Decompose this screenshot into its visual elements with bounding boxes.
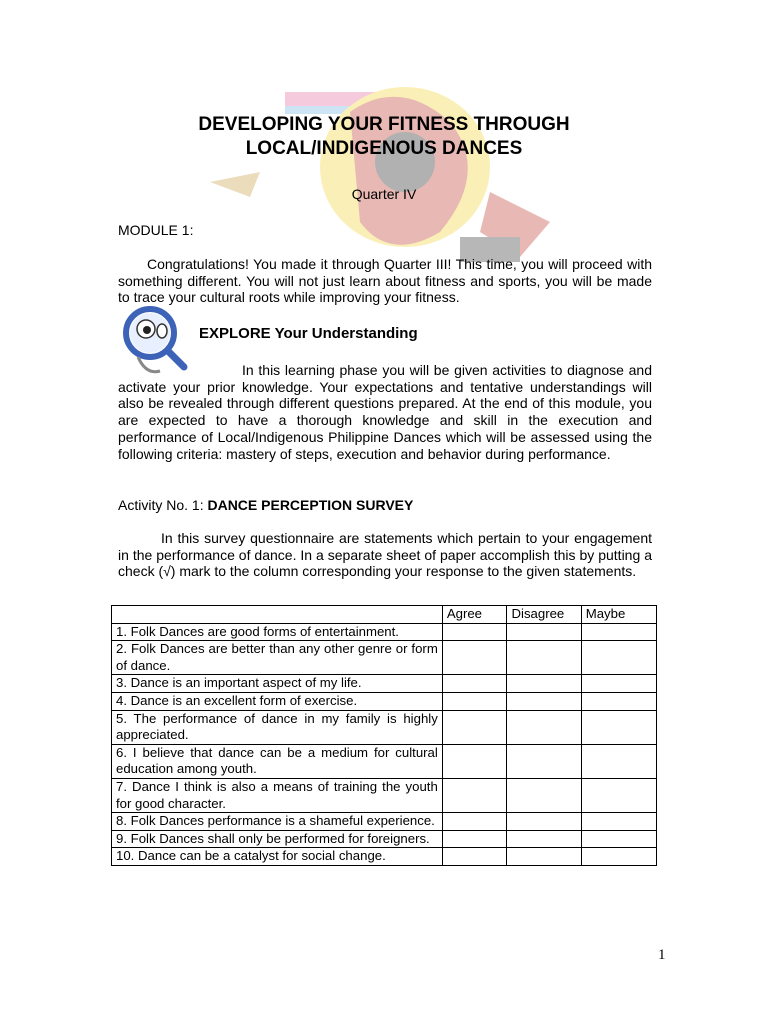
page-title [0,113,768,161]
statement-cell: 3. Dance is an important aspect of my life. [112,675,443,693]
survey-instructions-text: In this survey questionnaire are statements which pertain to your engagement in the performance of dance. In a separate sheet of paper accomplish this by putting a check (√) mark to the column corresponding your response to the given statements. [118,530,652,580]
quarter-label: Quarter IV [351,186,417,202]
table-row [112,641,657,675]
disagree-cell[interactable] [507,848,581,866]
table-row [112,623,657,641]
disagree-cell[interactable] [507,744,581,778]
statement-cell: 8. Folk Dances performance is a shameful experience. [112,813,443,831]
explore-paragraph [118,362,652,462]
header-maybe: Maybe [581,606,656,624]
table-row [112,848,657,866]
disagree-cell[interactable] [507,710,581,744]
disagree-cell[interactable] [507,623,581,641]
header-statement [112,606,443,624]
survey-instructions [118,530,652,580]
explore-heading: EXPLORE Your Understanding [199,325,418,342]
agree-cell[interactable] [442,623,507,641]
disagree-cell[interactable] [507,641,581,675]
maybe-cell[interactable] [581,778,656,812]
disagree-cell[interactable] [507,692,581,710]
agree-cell[interactable] [442,675,507,693]
statement-cell: 6. I believe that dance can be a medium for cultural education among youth. [112,744,443,778]
maybe-cell[interactable] [581,830,656,848]
agree-cell[interactable] [442,692,507,710]
table-row [112,813,657,831]
statement-cell: 5. The performance of dance in my family is highly appreciated. [112,710,443,744]
table-row [112,692,657,710]
statement-cell: 9. Folk Dances shall only be performed for foreigners. [112,830,443,848]
statement-cell: 10. Dance can be a catalyst for social change. [112,848,443,866]
title-line-1: DEVELOPING YOUR FITNESS THROUGH [198,114,570,135]
intro-paragraph [118,256,652,306]
table-row [112,675,657,693]
maybe-cell[interactable] [581,744,656,778]
maybe-cell[interactable] [581,848,656,866]
module-label: MODULE 1: [118,222,194,238]
agree-cell[interactable] [442,744,507,778]
maybe-cell[interactable] [581,710,656,744]
disagree-cell[interactable] [507,675,581,693]
statement-cell: 1. Folk Dances are good forms of entertainment. [112,623,443,641]
background-dance-watermark [190,72,570,272]
maybe-cell[interactable] [581,692,656,710]
agree-cell[interactable] [442,813,507,831]
disagree-cell[interactable] [507,778,581,812]
statement-cell: 7. Dance I think is also a means of training the youth for good character. [112,778,443,812]
activity-label: Activity No. 1: [118,497,208,513]
disagree-cell[interactable] [507,813,581,831]
table-row [112,830,657,848]
statement-cell: 4. Dance is an excellent form of exercise. [112,692,443,710]
table-header-row [112,606,657,624]
title-line-2: LOCAL/INDIGENOUS DANCES [245,138,523,159]
agree-cell[interactable] [442,830,507,848]
survey-table [111,605,657,866]
activity-name: DANCE PERCEPTION SURVEY [207,497,414,513]
header-agree: Agree [442,606,507,624]
explore-text: In this learning phase you will be given activities to diagnose and activate your prior knowledge. Your expectations and tentative understandings will also be revealed through different questions prepared. At the end of this module, you are expected to have a thorough knowledge and skill in the execution and performance of Local/Indigenous Philippine Dances which will be assessed using the following criteria: mastery of steps, execution and behavior during performance. [118,362,652,462]
statement-cell: 2. Folk Dances are better than any other genre or form of dance. [112,641,443,675]
page-number: 1 [658,947,666,963]
maybe-cell[interactable] [581,623,656,641]
table-row [112,778,657,812]
disagree-cell[interactable] [507,830,581,848]
table-row [112,710,657,744]
agree-cell[interactable] [442,778,507,812]
maybe-cell[interactable] [581,641,656,675]
intro-text: Congratulations! You made it through Quarter III! This time, you will proceed with something different. You will not just learn about fitness and sports, you will be made to trace your cultural roots while improving your fitness. [118,256,652,306]
header-disagree: Disagree [507,606,581,624]
table-row [112,744,657,778]
activity-title [118,497,413,513]
maybe-cell[interactable] [581,813,656,831]
agree-cell[interactable] [442,710,507,744]
agree-cell[interactable] [442,848,507,866]
maybe-cell[interactable] [581,675,656,693]
agree-cell[interactable] [442,641,507,675]
